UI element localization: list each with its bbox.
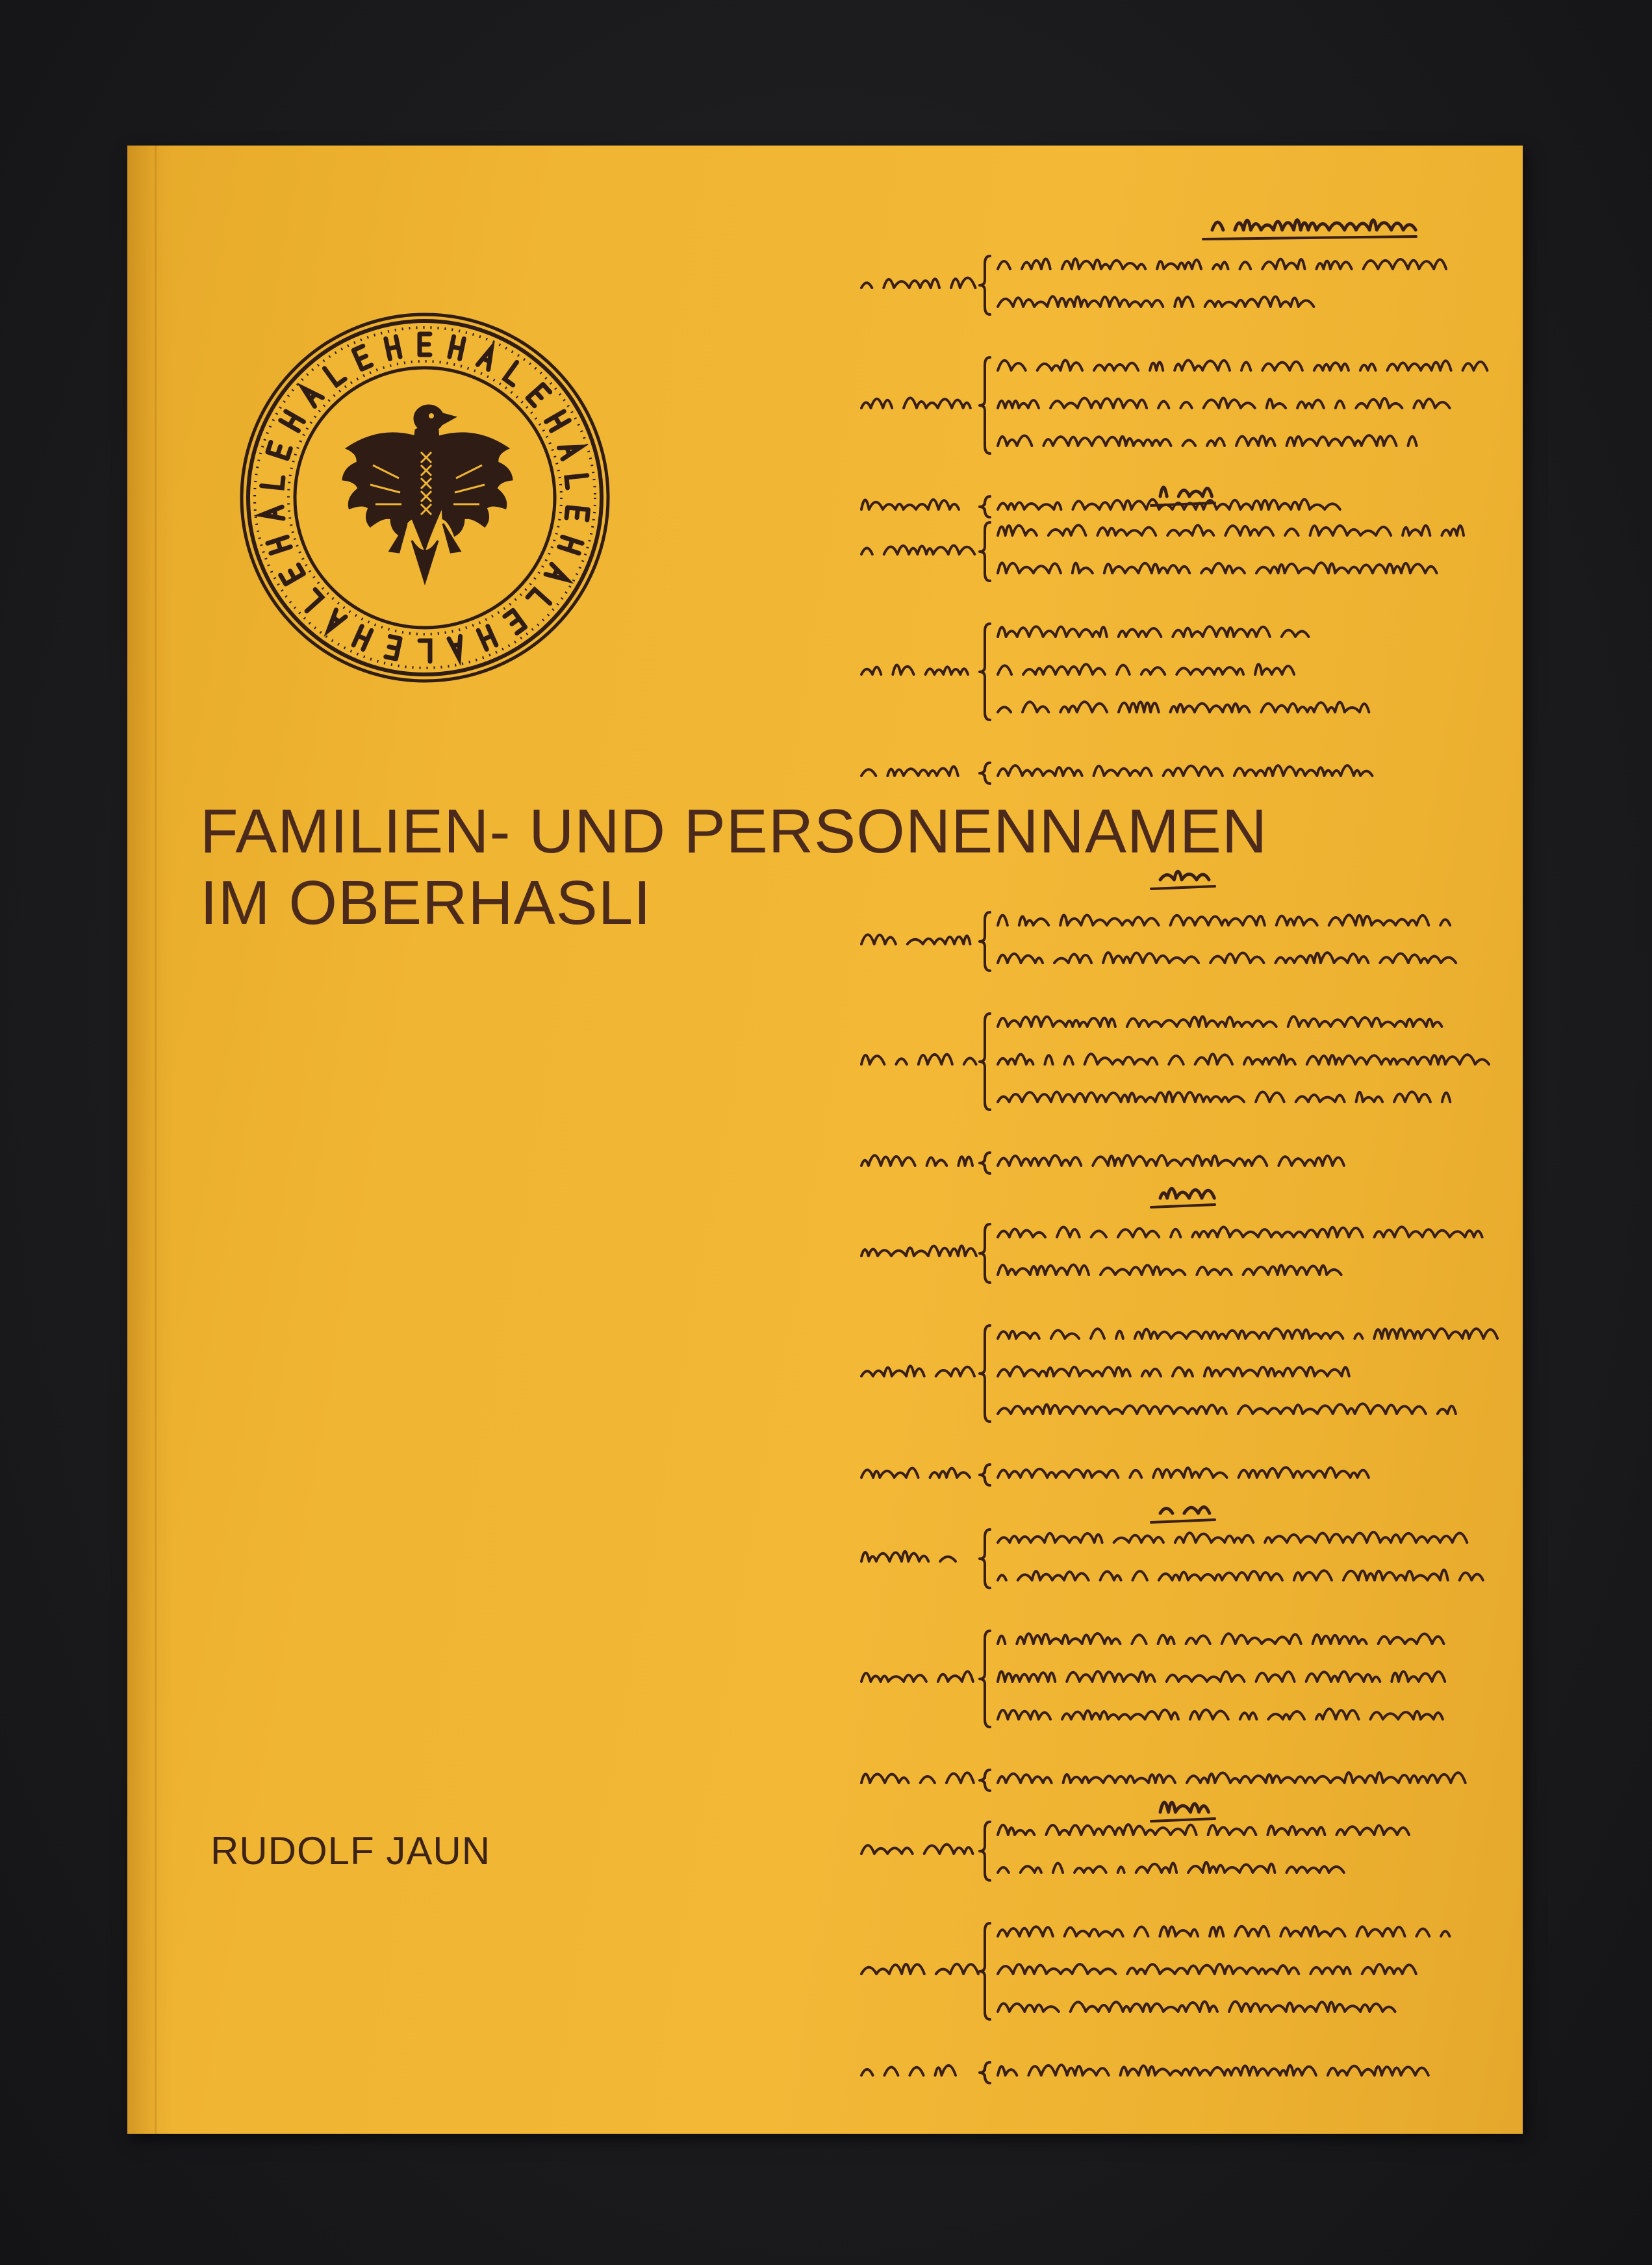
manuscript-brace	[980, 1529, 990, 1588]
spine-shadow	[127, 146, 173, 2134]
manuscript-label	[861, 1055, 976, 1064]
manuscript-line	[998, 702, 1369, 712]
manuscript-line	[998, 915, 1450, 925]
manuscript-line	[998, 953, 1468, 963]
manuscript-brace	[980, 1325, 990, 1422]
manuscript-label	[861, 2066, 967, 2075]
manuscript-entry-number	[1160, 871, 1221, 880]
manuscript-line	[998, 1862, 1344, 1873]
manuscript-line	[998, 1709, 1443, 1719]
manuscript-line	[998, 1532, 1479, 1542]
book-title-line-2: IM OBERHASLI	[200, 868, 652, 938]
manuscript-line	[998, 1092, 1450, 1102]
manuscript-line	[998, 1468, 1369, 1478]
manuscript-line	[998, 2065, 1429, 2075]
manuscript-line	[998, 1824, 1421, 1835]
manuscript-label	[861, 1246, 976, 1256]
book-title-line-1: FAMILIEN- UND PERSONENNAMEN	[200, 797, 1268, 866]
manuscript-number-underline	[1151, 1520, 1215, 1522]
manuscript-line	[998, 525, 1475, 535]
manuscript-label	[861, 1845, 972, 1854]
manuscript-line	[998, 1227, 1494, 1237]
manuscript-line	[998, 1964, 1428, 1974]
manuscript-label	[861, 1468, 970, 1478]
manuscript-line	[998, 1054, 1489, 1064]
manuscript-label	[861, 1366, 974, 1376]
manuscript-label	[861, 500, 971, 509]
manuscript-brace	[980, 1770, 990, 1791]
manuscript-label	[861, 278, 975, 288]
manuscript-line	[998, 1633, 1444, 1644]
manuscript-line	[998, 1265, 1341, 1275]
manuscript-line	[998, 1016, 1442, 1027]
manuscript-label	[861, 545, 974, 554]
manuscript-label	[861, 934, 970, 944]
book-cover	[127, 146, 1523, 2134]
manuscript-label	[861, 1672, 985, 1682]
manuscript-line	[998, 259, 1446, 269]
manuscript-brace	[980, 1014, 990, 1110]
manuscript-line	[998, 664, 1306, 674]
manuscript-number-underline	[1151, 1819, 1215, 1821]
manuscript-label	[861, 767, 970, 776]
manuscript-label	[861, 1772, 974, 1783]
manuscript-brace	[980, 1153, 990, 1173]
manuscript-brace	[980, 522, 990, 581]
manuscript-line	[998, 1366, 1349, 1376]
manuscript-entry-number	[1160, 1188, 1214, 1198]
manuscript-line	[998, 1155, 1344, 1166]
manuscript-line	[998, 398, 1450, 408]
manuscript-brace	[980, 2062, 990, 2083]
handwritten-manuscript	[848, 172, 1523, 2121]
manuscript-line	[998, 765, 1372, 776]
manuscript-line	[998, 1570, 1483, 1580]
manuscript-line	[998, 1772, 1466, 1783]
manuscript-brace	[980, 256, 990, 314]
manuscript-brace	[980, 357, 990, 454]
manuscript-line	[998, 563, 1437, 573]
manuscript-number-underline	[1151, 886, 1215, 889]
manuscript-line	[998, 1671, 1445, 1682]
manuscript-line	[998, 1329, 1497, 1338]
manuscript-brace	[980, 1923, 990, 2019]
manuscript-brace	[980, 1631, 990, 1727]
manuscript-number-underline	[1151, 1205, 1215, 1207]
manuscript-brace	[980, 1224, 990, 1283]
manuscript-label	[861, 398, 971, 408]
manuscript-entry-number	[1160, 487, 1212, 496]
manuscript-number-underline	[1203, 237, 1416, 239]
manuscript-label	[861, 1552, 967, 1561]
spine-fold-line	[155, 146, 157, 2134]
manuscript-entry-number	[1160, 1507, 1210, 1513]
manuscript-brace	[980, 1465, 990, 1485]
manuscript-brace	[980, 624, 990, 720]
manuscript-label	[861, 665, 968, 674]
manuscript-label	[861, 1964, 978, 1974]
manuscript-line	[998, 626, 1308, 637]
manuscript-line	[998, 2001, 1395, 2012]
manuscript-brace	[980, 1822, 990, 1880]
town-seal-icon	[236, 309, 613, 686]
manuscript-entry-number	[1212, 220, 1416, 230]
manuscript-line	[998, 296, 1314, 307]
manuscript-line	[998, 435, 1429, 446]
manuscript-entry-number	[1160, 1802, 1208, 1812]
author-name: RUDOLF JAUN	[210, 1829, 491, 1873]
manuscript-brace	[980, 496, 990, 517]
manuscript-brace	[980, 912, 990, 971]
manuscript-line	[998, 360, 1487, 370]
manuscript-label	[861, 1155, 972, 1166]
manuscript-brace	[980, 763, 990, 784]
manuscript-line	[998, 1403, 1456, 1414]
manuscript-line	[998, 1926, 1461, 1936]
